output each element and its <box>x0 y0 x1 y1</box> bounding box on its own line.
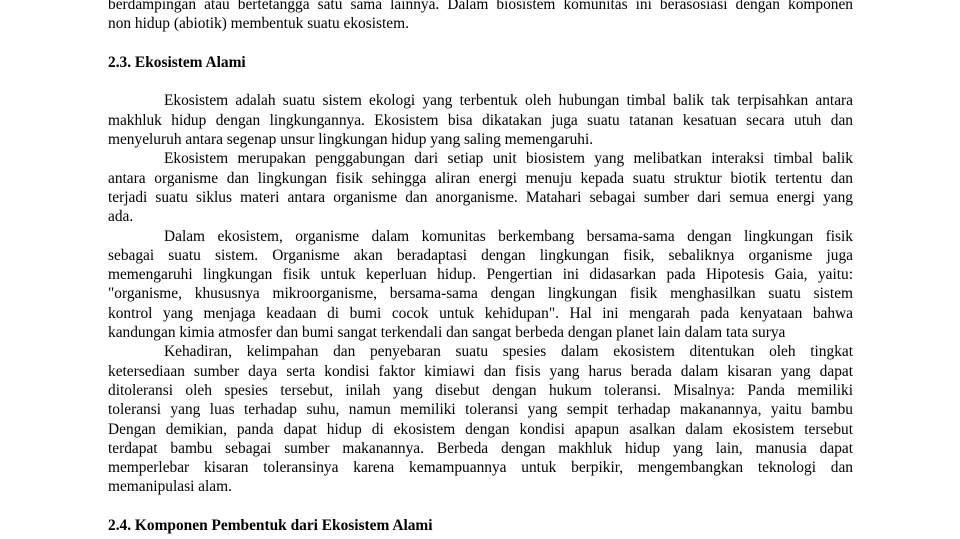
paragraph-line: sebagai suatu sistem. Organisme akan beradaptasi dengan lingkungan fisik, sebaliknya organisme juga <box>108 246 853 264</box>
paragraph-line: Ekosistem adalah suatu sistem ekologi yang terbentuk oleh hubungan timbal balik tak terpisahkan antara <box>164 92 853 110</box>
paragraph-gaia-hypothesis <box>108 227 853 343</box>
paragraph-line: memperlebar kisaran toleransinya karena kemampuannya untuk berpikir, mengembangkan teknologi dan <box>108 459 853 477</box>
paragraph-line: berdampingan atau bertetangga satu sama lainnya. Dalam biosistem komunitas ini berasosiasi dengan komponen <box>108 0 853 13</box>
paragraph-line: Dengan demikian, panda dapat hidup di ekosistem dengan kondisi apapun asalkan dalam ekosistem tersebut <box>108 420 853 438</box>
top-paragraph <box>108 0 853 34</box>
paragraph-line: non hidup (abiotik) membentuk suatu ekosistem. <box>108 15 409 33</box>
section-heading-2-4: 2.4. Komponen Pembentuk dari Ekosistem Alami <box>108 517 433 535</box>
paragraph-line: ditoleransi oleh spesies tersebut, inilah yang disebut dengan hukum toleransi. Misalnya: Panda memiliki <box>108 381 853 399</box>
document-page <box>108 0 853 535</box>
paragraph-ekosistem-definition <box>108 91 853 149</box>
paragraph-line: ketersediaan sumber daya serta kondisi faktor kimiawi dan fisis yang harus berada dalam kisaran yang dapat <box>108 362 853 380</box>
blank-line <box>108 72 853 91</box>
paragraph-line: Ekosistem merupakan penggabungan dari setiap unit biosistem yang melibatkan interaksi timbal balik <box>164 150 853 168</box>
paragraph-line: antara organisme dan lingkungan fisik sehingga aliran energi menuju kepada suatu struktur biotik tertentu dan <box>108 169 853 187</box>
paragraph-line: menyeluruh antara segenap unsur lingkungan hidup yang saling memengaruhi. <box>108 131 594 149</box>
paragraph-line: "organisme, khususnya mikroorganisme, bersama-sama dengan lingkungan fisik menghasilkan suatu sistem <box>108 285 853 303</box>
paragraph-line: ada. <box>108 208 134 226</box>
paragraph-ekosistem-penggabungan <box>108 149 853 226</box>
paragraph-line: Dalam ekosistem, organisme dalam komunitas berkembang bersama-sama dengan lingkungan fisik <box>164 227 853 245</box>
section-heading-2-3: 2.3. Ekosistem Alami <box>108 53 246 71</box>
paragraph-hukum-toleransi <box>108 342 853 496</box>
paragraph-line: toleransi yang luas terhadap suhu, namun memiliki toleransi yang sempit terhadap makanannya, yaitu bambu <box>108 401 853 419</box>
paragraph-line: kandungan kimia atmosfer dan bumi sangat terkendali dan sangat berbeda dengan planet lain dalam tata surya <box>108 324 786 342</box>
paragraph-line: Kehadiran, kelimpahan dan penyebaran suatu spesies dalam ekosistem ditentukan oleh tingkat <box>164 343 853 361</box>
paragraph-line: terdapat bambu sebagai sumber makanannya. Berbeda dengan makhluk hidup yang lain, manusia dapat <box>108 439 853 457</box>
paragraph-line: terjadi suatu siklus materi antara organisme dan anorganisme. Matahari sebagai sumber dari semua energi yang <box>108 188 853 206</box>
blank-line <box>108 497 853 516</box>
paragraph-line: memanipulasi alam. <box>108 478 232 496</box>
blank-line <box>108 34 853 53</box>
paragraph-line: makhluk hidup dengan lingkungannya. Ekosistem bisa dikatakan juga suatu tatanan kesatuan secara utuh dan <box>108 111 853 129</box>
paragraph-line: memengaruhi lingkungan fisik untuk keperluan hidup. Pengertian ini didasarkan pada Hipotesis Gaia, yaitu: <box>108 266 853 284</box>
paragraph-line: kontrol yang menjaga keadaan di bumi cocok untuk kehidupan". Hal ini mengarah pada kenyataan bahwa <box>108 304 853 322</box>
